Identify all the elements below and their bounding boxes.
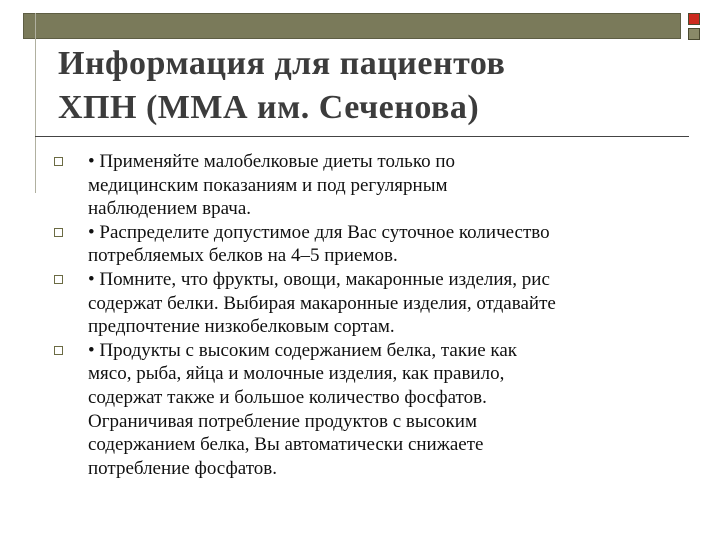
bullet-text-line: Ограничивая потребление продуктов с высоким — [88, 410, 477, 432]
left-accent-line — [35, 13, 36, 193]
bullet-text-line: потребляемых белков на 4–5 приемов. — [88, 245, 398, 267]
bullet-text-line: медицинским показаниям и под регулярным — [88, 174, 448, 196]
square-bullet-icon — [54, 157, 63, 166]
bullet-text-line: наблюдением врача. — [88, 198, 252, 220]
bullet-item — [40, 150, 690, 221]
bullet-text-line: • Применяйте малобелковые диеты только по — [88, 151, 456, 172]
bullet-list — [40, 150, 690, 480]
square-bullet-icon — [54, 346, 63, 355]
bullet-text-line: содержанием белка, Вы автоматически снижаете — [88, 434, 484, 456]
square-bullet-icon — [54, 275, 63, 284]
bullet-item — [40, 339, 690, 481]
bullet-text-line: мясо, рыба, яйца и молочные изделия, как правило, — [88, 363, 505, 385]
title-divider — [35, 136, 689, 137]
bullet-item — [40, 221, 690, 268]
bullet-text-line: • Продукты с высоким содержанием белка, такие как — [88, 339, 518, 361]
header-band — [23, 13, 681, 39]
olive-corner-square — [688, 28, 700, 40]
title-line: Информация для пациентов — [58, 45, 506, 82]
bullet-text-line: • Помните, что фрукты, овощи, макаронные изделия, рис — [88, 268, 550, 290]
bullet-text-line: предпочтение низкобелковым сортам. — [88, 316, 395, 338]
bullet-text-line: • Распределите допустимое для Вас суточное количество — [88, 221, 550, 243]
bullet-text-line: потребление фосфатов. — [88, 457, 277, 479]
slide-title — [58, 42, 678, 130]
bullet-text-line: содержат также и большое количество фосфатов. — [88, 386, 487, 408]
square-bullet-icon — [54, 228, 63, 237]
bullet-item — [40, 268, 690, 339]
red-corner-square — [688, 13, 700, 25]
bullet-text-line: содержат белки. Выбирая макаронные изделия, отдавайте — [88, 292, 556, 314]
title-line: ХПН (ММА им. Сеченова) — [58, 89, 480, 126]
